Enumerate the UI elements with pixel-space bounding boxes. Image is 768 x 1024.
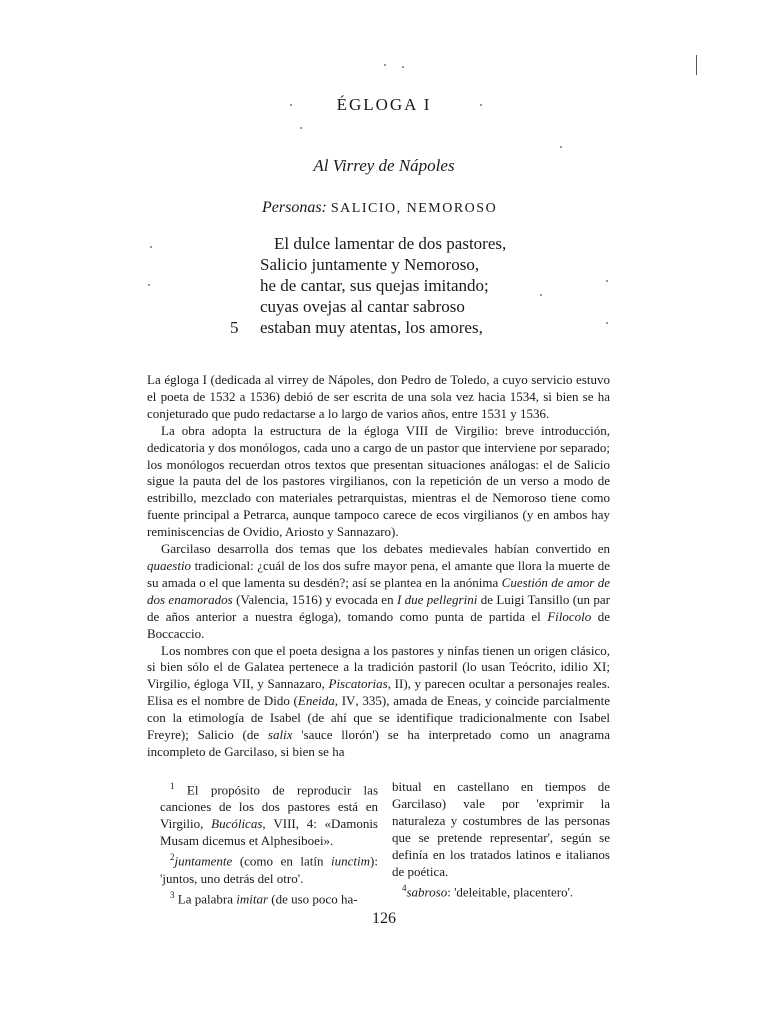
- text-run: de Virgilio: breve introducción, dedicatoria y dos monólogos, cada uno a cargo de un pastor que interviene por separado; los monólogos recuerdan otros textos que presentan situaciones análogas: el de Salicio sigue la pauta del de los pastores virgilianos, con la repetición de un verso a modo de estribillo, mezclado con materiales petrarquistas, mientras el de Nemoroso tiene como fuente principal a Petrarca, aunque tampoco carece de ecos virgilianos (y en ambos hay reminiscencias de Ovidio, Ariosto y Sannazaro).: [147, 422, 610, 540]
- footnote-number: 3: [170, 889, 175, 900]
- verse-line-5: [230, 317, 600, 338]
- text-run: ,: [387, 676, 395, 692]
- verse-line: El dulce lamentar de dos pastores,: [274, 234, 507, 253]
- text-run: , 4: «Damonis Musam dicemus et Alphesiboei».: [160, 816, 378, 849]
- footnotes-right: [392, 778, 610, 900]
- verse-line: cuyas ovejas al cantar sabroso: [260, 297, 465, 316]
- work-title: I due pellegrini: [396, 591, 478, 607]
- scan-speck: [300, 127, 302, 129]
- text-run: ), y parecen ocultar a personajes reales. Elisa es el nombre de Dido (: [147, 676, 610, 709]
- work-title: Piscatorias: [328, 676, 388, 692]
- text-run: La obra adopta la estructura de la égloga: [161, 422, 406, 438]
- text-run: (como en latín: [232, 853, 332, 869]
- glossed-word: sabroso: [406, 884, 448, 900]
- text-run: ,: [262, 816, 274, 832]
- glossed-word: juntamente: [174, 853, 233, 869]
- commentary-paragraph: [147, 423, 610, 541]
- footnote-3: [160, 887, 378, 907]
- footnote-number: 1: [170, 781, 175, 791]
- text-run: ; Virgilio, égloga: [147, 659, 610, 692]
- commentary-paragraph: [147, 372, 610, 423]
- footnotes-left: [160, 778, 378, 907]
- text-run: de Boccaccio.: [147, 608, 610, 641]
- verse-block: [230, 233, 600, 338]
- eclogue-title: ÉGLOGA I: [336, 95, 432, 114]
- roman-numeral: VII: [232, 676, 251, 692]
- scan-speck: [560, 146, 562, 148]
- text-run: (Valencia, 1516) y evocada en: [232, 591, 397, 607]
- text-run: ): 'juntos, uno detrás del otro'.: [160, 853, 378, 886]
- scan-speck: [148, 284, 150, 286]
- work-title: Eneida: [297, 693, 335, 709]
- text-run: Los nombres con que el poeta designa a los pastores y ninfas tienen un origen clásico, si bien sólo el de Galatea pertenece a la tradición pastoril (lo usan Teócrito, idilio: [147, 642, 610, 675]
- scan-speck: [606, 280, 608, 282]
- text-run: : 'deleitable, placentero'.: [447, 884, 574, 900]
- scan-speck: [606, 322, 608, 324]
- verse-line: he de cantar, sus quejas imitando;: [260, 276, 489, 295]
- text-run: La égloga I (dedicada al virrey de Nápoles, don Pedro de Toledo, a cuyo servicio estuvo el poeta de 1532 a 1536) debió de ser escrita de una sola vez hacia 1534, si bien se ha conjeturado que pudo redactarse a lo largo de varios años, entre 1531 y 1536.: [147, 372, 610, 421]
- personas-label: Personas:: [262, 199, 327, 216]
- roman-numeral: II: [394, 676, 404, 692]
- text-run: , 335), amada de Eneas, y coincide parcialmente con la etimología de Isabel (de ahí que se identifique tradicionalmente con Isabel Freyre); Salicio (de: [147, 693, 610, 743]
- page-edge-mark: [696, 55, 697, 75]
- glossed-word: imitar: [236, 890, 269, 906]
- footnote-3-continued: bitual en castellano en tiempos de Garcilaso) vale por 'exprimir la naturaleza y costumbres de las personas que se pretende representar', según se definía en los tratados latinos e italianos de poética.: [392, 779, 610, 879]
- work-title: Cuestión de amor de dos enamorados: [147, 574, 610, 607]
- verse-line: Salicio juntamente y Nemoroso,: [260, 255, 480, 274]
- personas-names: SALICIO, NEMOROSO: [330, 201, 498, 216]
- dedication: Al Virrey de Nápoles: [313, 156, 455, 175]
- roman-numeral: XI: [592, 659, 607, 675]
- latin-term: salix: [267, 727, 293, 743]
- footnote-1: [160, 778, 378, 849]
- footnote-2: [160, 849, 378, 886]
- text-run: ,: [334, 693, 342, 709]
- personas-line: [262, 199, 497, 217]
- text-run: , y Sannazaro,: [250, 676, 329, 692]
- roman-numeral: VIII: [273, 816, 296, 832]
- italic-term: quaestio: [147, 557, 192, 573]
- footnote-number: 2: [170, 852, 175, 863]
- work-title: Filocolo: [547, 608, 592, 624]
- scan-speck: [384, 64, 386, 66]
- text-run: El propósito de reproducir las canciones de los dos pastores está en Virgilio,: [160, 782, 378, 832]
- page-number: 126: [372, 910, 396, 927]
- text-run: (de uso poco ha-: [268, 890, 358, 906]
- scan-speck: [150, 246, 152, 248]
- commentary: [147, 372, 610, 761]
- latin-term: iunctim: [331, 853, 371, 869]
- roman-numeral: IV: [341, 693, 356, 709]
- text-run: 'sauce llorón') se ha interpretado como un anagrama incompleto de Garcilaso, si bien se ha: [147, 727, 610, 759]
- footnote-number: 4: [402, 883, 407, 893]
- line-number: 5: [230, 318, 239, 337]
- work-title: Bucólicas: [211, 816, 263, 832]
- text-run: Garcilaso desarrolla dos temas que los debates medievales habían convertido en: [161, 541, 610, 557]
- commentary-paragraph: [147, 541, 610, 642]
- footnote-4: [392, 880, 610, 900]
- roman-numeral: VIII: [405, 422, 429, 438]
- scan-speck: [402, 66, 404, 68]
- commentary-paragraph: [147, 643, 610, 761]
- text-run: tradicional: ¿cuál de los dos sufre mayor pena, el amante que llora la muerte de su amada o el que lamenta su desdén?; así se plantea en la anónima: [147, 557, 610, 590]
- text-run: de Luigi Tansillo (un par de años anterior a nuestra égloga), tomando como punta de partida el: [147, 591, 611, 624]
- text-run: La palabra: [174, 890, 237, 906]
- verse-line-text: estaban muy atentas, los amores,: [260, 318, 483, 337]
